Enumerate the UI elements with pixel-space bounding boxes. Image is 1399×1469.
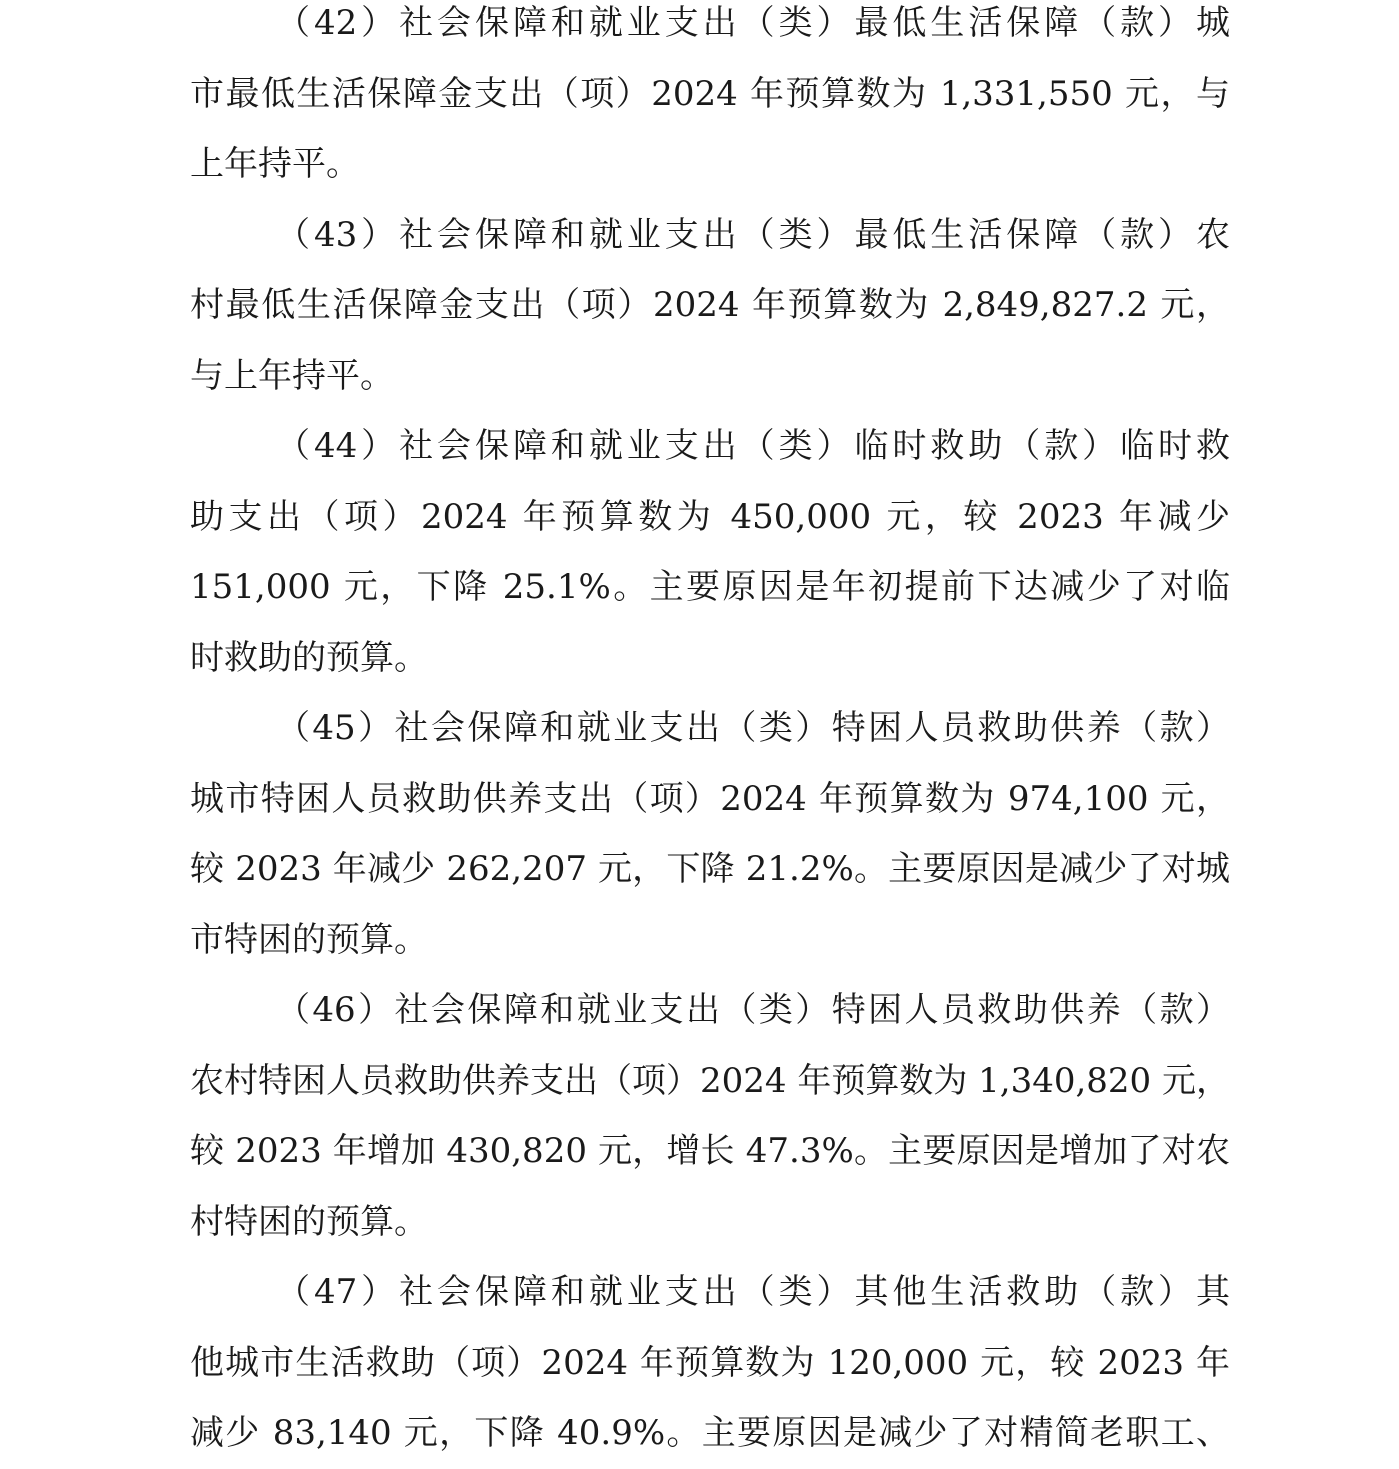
paragraph-42 <box>190 0 1230 200</box>
text-line: 助支出（项）2024 年预算数为 450,000 元，较 2023 年减少 <box>190 496 1230 537</box>
text-line: 他城市生活救助（项）2024 年预算数为 120,000 元，较 2023 年 <box>190 1342 1230 1383</box>
text-line: 上年持平。 <box>190 144 360 184</box>
text-line: 与上年持平。 <box>190 355 394 396</box>
paragraph-44 <box>190 411 1230 693</box>
text-line: （43）社会保障和就业支出（类）最低生活保障（款）农 <box>276 214 1230 255</box>
text-line: 城市特困人员救助供养支出（项）2024 年预算数为 974,100 元， <box>190 778 1230 819</box>
paragraph-47 <box>190 1257 1230 1469</box>
text-line: （45）社会保障和就业支出（类）特困人员救助供养（款） <box>276 708 1230 748</box>
paragraph-45 <box>190 693 1230 975</box>
document-page <box>190 0 1230 1469</box>
text-line: 较 2023 年减少 262,207 元，下降 21.2%。主要原因是减少了对城 <box>190 849 1230 889</box>
paragraph-43 <box>190 200 1230 412</box>
text-line: 时救助的预算。 <box>190 637 428 678</box>
text-line: （46）社会保障和就业支出（类）特困人员救助供养（款） <box>276 990 1230 1030</box>
text-line: 村最低生活保障金支出（项）2024 年预算数为 2,849,827.2 元， <box>190 285 1230 325</box>
text-line: 农村特困人员救助供养支出（项）2024 年预算数为 1,340,820 元， <box>190 1060 1230 1101</box>
text-line: （47）社会保障和就业支出（类）其他生活救助（款）其 <box>276 1272 1230 1312</box>
text-line: （42）社会保障和就业支出（类）最低生活保障（款）城 <box>276 3 1230 43</box>
text-line: 市特困的预算。 <box>190 919 428 960</box>
text-line: 较 2023 年增加 430,820 元，增长 47.3%。主要原因是增加了对农 <box>190 1131 1230 1171</box>
text-line: 减少 83,140 元，下降 40.9%。主要原因是减少了对精简老职工、 <box>190 1413 1230 1453</box>
paragraph-46 <box>190 975 1230 1257</box>
text-line: 151,000 元，下降 25.1%。主要原因是年初提前下达减少了对临 <box>190 567 1230 607</box>
text-line: 村特困的预算。 <box>190 1201 428 1242</box>
text-line: 市最低生活保障金支出（项）2024 年预算数为 1,331,550 元，与 <box>190 73 1230 114</box>
text-line: （44）社会保障和就业支出（类）临时救助（款）临时救 <box>276 426 1230 466</box>
